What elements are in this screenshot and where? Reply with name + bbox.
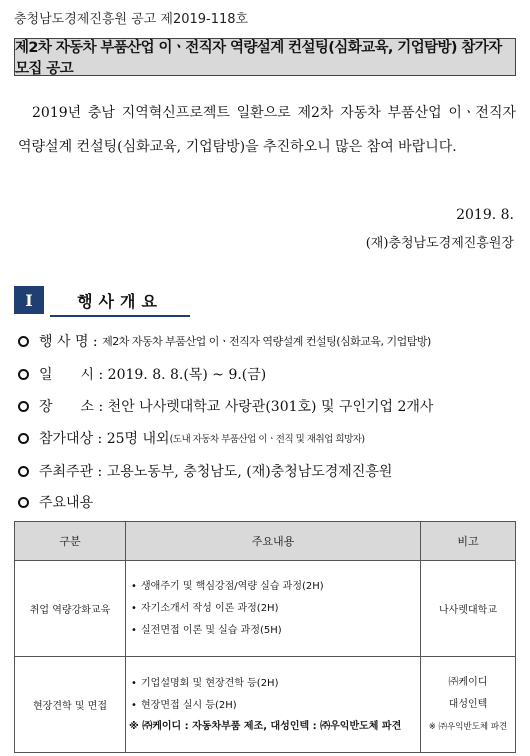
announcement-number: 충청남도경제진흥원 공고 제2019-118호	[14, 12, 249, 27]
item-label: 일 시 :	[39, 367, 104, 383]
item-value: 고용노동부, 충청남도, (재)충청남도경제진흥원	[106, 464, 393, 480]
circle-bullet-icon	[18, 401, 29, 412]
item-organizer	[18, 461, 392, 481]
company-note: ※ ㈜케이디 : 자동차부품 제조, 대성인텍 : ㈜우익반도체 파견	[129, 720, 402, 732]
remark-line: ※ ㈜우익반도체 파견	[428, 721, 508, 732]
item-label: 참가대상 :	[39, 431, 103, 447]
notice-title: 제2차 자동차 부품산업 이ㆍ전직자 역량설계 컨설팅(심화교육, 기업탐방) 참가자 모집 공고	[15, 40, 502, 77]
item-label: 주최주관 :	[39, 464, 103, 480]
program-table	[14, 521, 516, 753]
body-paragraph-block	[18, 96, 516, 164]
item-value: 25명 내외	[106, 431, 170, 447]
circle-bullet-icon	[18, 369, 29, 380]
notice-title-box	[14, 38, 516, 76]
section-title: 행사개요	[77, 291, 163, 311]
content-item: • 현장면접 실시 등(2H)	[141, 695, 419, 717]
item-note: (도내 자동차 부품산업 이ㆍ전직 및 재취업 희망자)	[169, 434, 365, 445]
item-event-name	[18, 331, 431, 351]
circle-bullet-icon	[18, 433, 29, 444]
section-number: Ⅰ	[14, 286, 44, 314]
table-row	[15, 561, 516, 657]
row-remark: 나사렛대학교	[421, 561, 516, 657]
signature: (재)충청남도경제진흥원장	[365, 236, 514, 251]
circle-bullet-icon	[18, 466, 29, 477]
content-item: • 생애주기 및 핵심강점/역량 실습 과정(2H)	[141, 576, 419, 598]
table-header-row	[15, 522, 516, 561]
item-main-content	[18, 492, 93, 512]
row-contents	[126, 657, 421, 753]
item-venue	[18, 396, 433, 416]
circle-bullet-icon	[18, 336, 29, 347]
row-category: 현장견학 및 면접	[15, 657, 126, 753]
table-row	[15, 657, 516, 753]
item-datetime	[18, 364, 266, 384]
content-item: • 자기소개서 작성 이론 과정(2H)	[141, 598, 419, 620]
section-underline	[50, 315, 190, 317]
item-value: 2019. 8. 8.(목) ~ 9.(금)	[107, 367, 267, 383]
body-paragraph: 2019년 충남 지역혁신프로젝트 일환으로 제2차 자동차 부품산업 이ㆍ전직자 역량설계 컨설팅(심화교육, 기업탐방)을 추진하오니 많은 참여 바랍니다.	[18, 105, 516, 155]
item-label: 장 소 :	[39, 399, 104, 415]
row-contents	[126, 561, 421, 657]
content-item: • 기업설명회 및 현장견학 등(2H)	[141, 673, 419, 695]
item-label: 행 사 명 :	[39, 334, 98, 350]
item-label: 주요내용	[39, 495, 94, 511]
remark-line: ㈜케이디	[448, 676, 488, 688]
item-value: 제2차 자동차 부품산업 이ㆍ전직자 역량설계 컨설팅(심화교육, 기업탐방)	[102, 335, 431, 348]
row-category: 취업 역량강화교육	[15, 561, 126, 657]
header-contents: 주요내용	[126, 522, 421, 561]
notice-date: 2019. 8.	[456, 207, 514, 223]
header-remark: 비고	[421, 522, 516, 561]
header-category: 구분	[15, 522, 126, 561]
content-item: • 실전면접 이론 및 실습 과정(5H)	[141, 620, 419, 642]
remark-line: 대성인텍	[448, 698, 488, 710]
circle-bullet-icon	[18, 497, 29, 508]
row-remark	[421, 657, 516, 753]
item-value: 천안 나사렛대학교 사랑관(301호) 및 구인기업 2개사	[107, 399, 434, 415]
item-target	[18, 428, 365, 448]
